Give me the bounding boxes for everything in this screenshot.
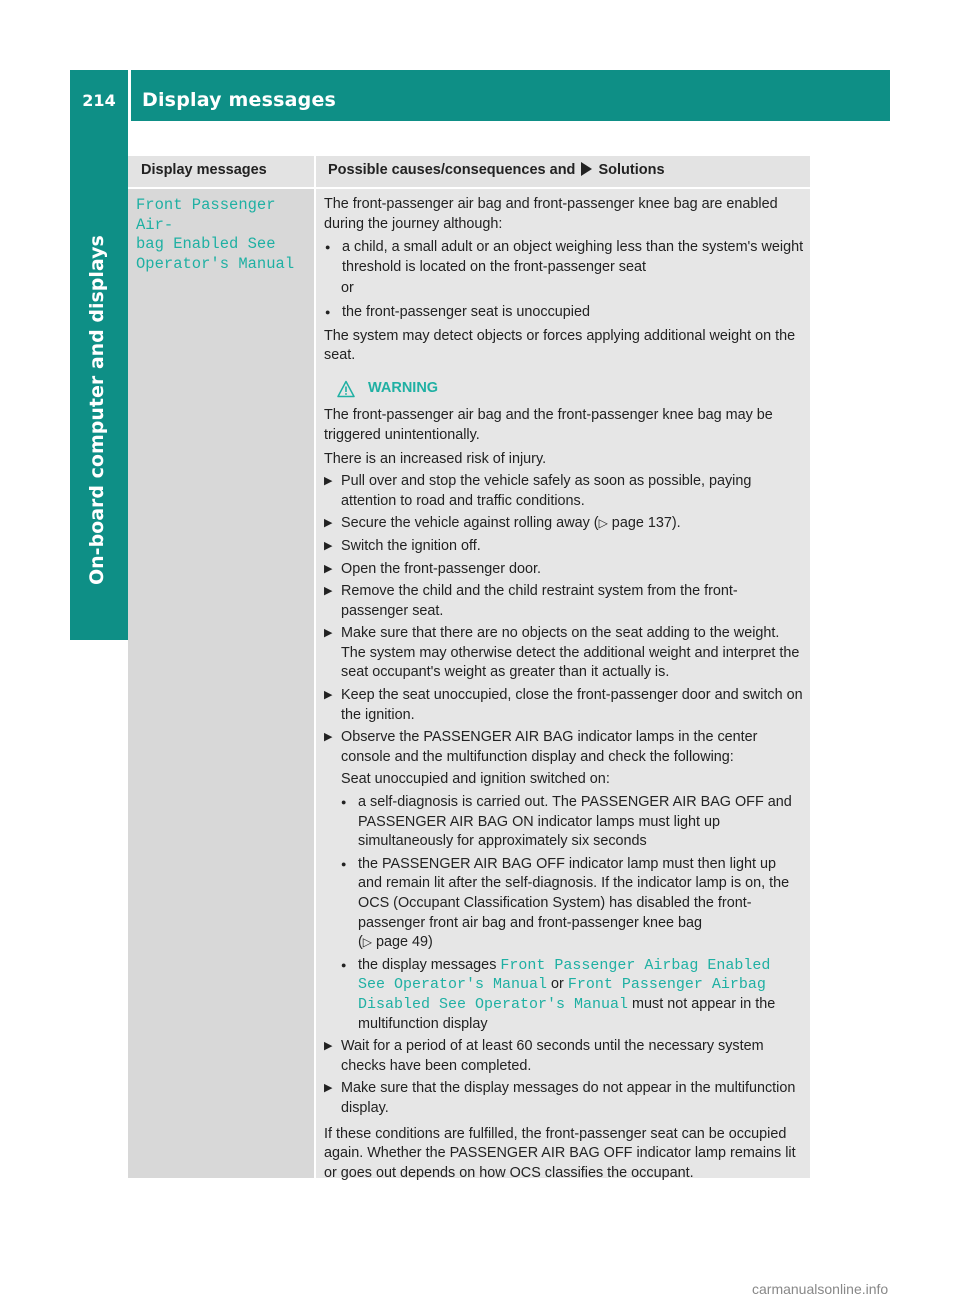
col-header-solutions-text: Solutions bbox=[598, 162, 665, 178]
step-4: ▶ Open the front-passenger door. bbox=[324, 560, 804, 580]
display-messages-table bbox=[128, 156, 810, 1181]
display-message-line-1: Front Passenger Air‐ bbox=[136, 196, 276, 234]
page-number: 214 bbox=[82, 91, 116, 110]
step-7: ▶ Keep the seat unoccupied, close the front-passenger door and switch on the ignition. bbox=[324, 686, 804, 725]
warning-heading bbox=[337, 379, 804, 399]
page-ref-icon: ▷ bbox=[598, 516, 608, 531]
causes-solutions-cell bbox=[314, 189, 810, 1181]
sub-item-3-or: or bbox=[547, 976, 568, 993]
display-message-line-3: Operator's Manual bbox=[136, 254, 295, 273]
step-1: ▶ Pull over and stop the vehicle safely as soon as possible, paying attention to road and traffic conditions. bbox=[324, 472, 804, 511]
sub-item-3-text-a: the display messages bbox=[358, 956, 501, 973]
sub-item-3-text-b: must not appear in the multifunction display bbox=[358, 995, 776, 1032]
triangle-right-icon bbox=[581, 162, 592, 176]
intro-text: The front-passenger air bag and front-passenger knee bag are enabled during the journey although: bbox=[324, 196, 778, 232]
cause-item-1: ● a child, a small adult or an object weighing less than the system's weight threshold is located on the front-passenger seat bbox=[324, 238, 804, 277]
sub-item-1: ● a self-diagnosis is carried out. The PASSENGER AIR BAG OFF and PASSENGER AIR BAG ON indicator lamps must light up simultaneously for approximately six seconds bbox=[324, 793, 804, 852]
warning-label: WARNING bbox=[368, 379, 439, 396]
col-header-causes-text: Possible causes/consequences and bbox=[328, 162, 576, 178]
step-3: ▶ Switch the ignition off. bbox=[324, 537, 804, 557]
cause-item-2: ● the front-passenger seat is unoccupied bbox=[324, 303, 804, 323]
display-message-enabled: Front Passenger Airbag Enabled See Operator's Manual bbox=[358, 956, 771, 994]
or-text: or bbox=[341, 280, 354, 297]
step-2-text-b: page 137). bbox=[607, 515, 681, 532]
display-message-line-2: bag Enabled See bbox=[136, 235, 276, 253]
header-bar bbox=[70, 70, 890, 121]
warning-triangle-icon bbox=[337, 380, 355, 398]
step-10: ▶ Make sure that the display messages do not appear in the multifunction display. bbox=[324, 1079, 804, 1118]
page-ref-icon: ▷ bbox=[362, 935, 373, 950]
seat-note: Seat unoccupied and ignition switched on: bbox=[341, 771, 610, 788]
step-9: ▶ Wait for a period of at least 60 seconds until the necessary system checks have been completed. bbox=[324, 1037, 804, 1076]
detect-text: The system may detect objects or forces applying additional weight on the seat. bbox=[324, 327, 796, 364]
step-6 bbox=[324, 624, 804, 683]
page-title: Display messages bbox=[142, 89, 337, 111]
step-5: ▶ Remove the child and the child restraint system from the front-passenger seat. bbox=[324, 582, 804, 621]
display-message-cell bbox=[128, 189, 314, 1178]
table-header bbox=[128, 156, 810, 189]
warning-text-2: There is an increased risk of injury. bbox=[324, 450, 547, 467]
step-8: ▶ Observe the PASSENGER AIR BAG indicator lamps in the center console and the multifunction display and check the following: bbox=[324, 728, 804, 767]
watermark: carmanualsonline.info bbox=[752, 1281, 889, 1297]
sub-item-3 bbox=[324, 956, 804, 1034]
header-divider bbox=[128, 70, 131, 121]
display-message-disabled: Front Passenger Airbag Disabled See Operator's Manual bbox=[358, 976, 766, 1013]
step-6-text-a: Make sure that there are no objects on the seat adding to the weight. bbox=[341, 625, 780, 642]
table-row bbox=[128, 189, 810, 1181]
closing-text: If these conditions are fulfilled, the front-passenger seat can be occupied again. Whether the PASSENGER AIR BAG OFF indicator lamp remains lit or goes out depends on how OCS classifies the occupant. bbox=[324, 1125, 796, 1181]
col-header-causes bbox=[314, 156, 810, 187]
sub-item-2-text-b: page 49) bbox=[372, 934, 433, 951]
step-6-text-b: The system may otherwise detect the additional weight and interpret the seat occupant's weight as greater than it actually is. bbox=[341, 644, 800, 681]
step-2 bbox=[324, 514, 804, 534]
step-2-text-a: Secure the vehicle against rolling away ( bbox=[341, 515, 599, 532]
sub-item-2-text-a: the PASSENGER AIR BAG OFF indicator lamp must then light up and remain lit after the self-diagnosis. If the indicator lamp is on, the OCS (Occupant Classification System) has disabled the front-passenger front air bag and front-passenger knee bag bbox=[358, 855, 790, 931]
sub-item-2: ● the PASSENGER AIR BAG OFF indicator lamp must then light up and remain lit after the self-diagnosis. If the indicator lamp is on, the OCS (Occupant Classification System) has disabled the front-passenger front air bag and front-passenger knee bag (▷ page 49) bbox=[324, 855, 804, 953]
warning-text-1: The front-passenger air bag and the front-passenger knee bag may be triggered unintentionally. bbox=[324, 407, 773, 443]
col-header-display-messages: Display messages bbox=[141, 162, 267, 178]
side-tab-label: On-board computer and displays bbox=[86, 235, 108, 585]
